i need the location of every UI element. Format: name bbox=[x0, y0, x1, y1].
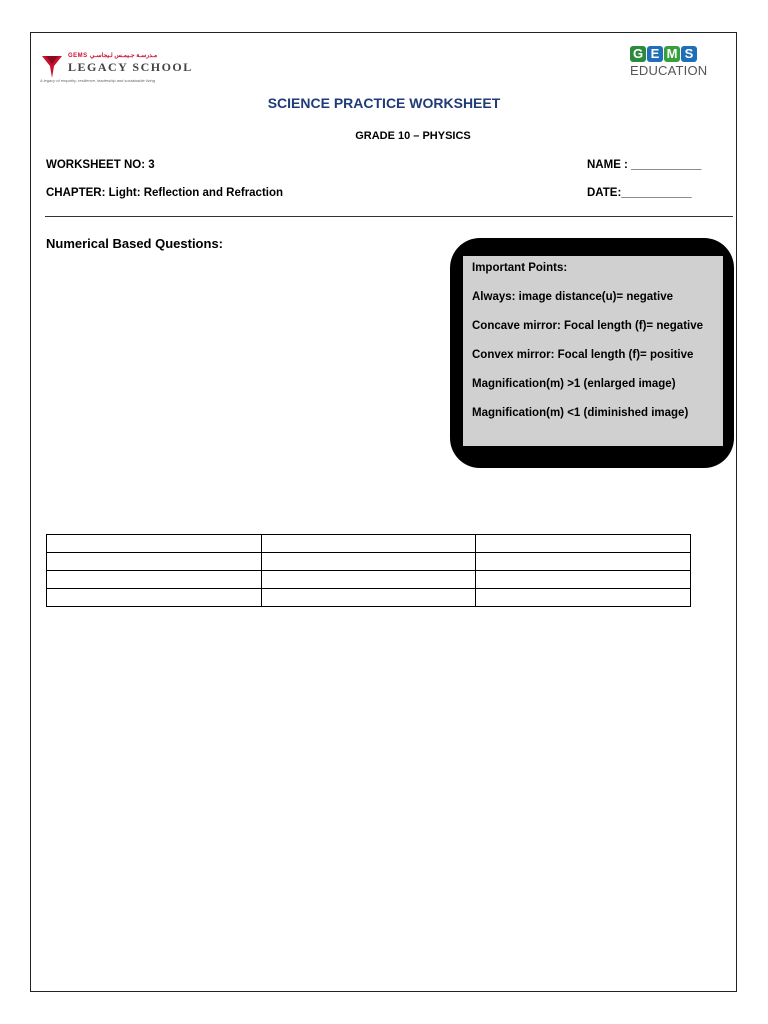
point-item: Always: image distance(u)= negative bbox=[472, 291, 673, 303]
section-heading: Numerical Based Questions: bbox=[46, 236, 223, 251]
table-cell bbox=[47, 553, 262, 571]
table-row bbox=[47, 589, 691, 607]
gems-letter-tile: S bbox=[681, 46, 697, 62]
worksheet-page-border bbox=[30, 32, 737, 992]
table-cell bbox=[261, 553, 476, 571]
gems-education-label: EDUCATION bbox=[630, 63, 708, 78]
table-cell bbox=[261, 571, 476, 589]
table-cell bbox=[47, 571, 262, 589]
gems-letter-tile: E bbox=[647, 46, 663, 62]
legacy-school-emblem-icon bbox=[40, 52, 64, 78]
answer-table bbox=[46, 534, 691, 607]
legacy-school-arabic-name: GEMS مـدرسـة جـيمـس لـيجاسـي bbox=[68, 53, 158, 59]
table-cell bbox=[476, 553, 691, 571]
table-cell bbox=[261, 535, 476, 553]
gems-letter-tile: M bbox=[664, 46, 680, 62]
table-row bbox=[47, 571, 691, 589]
point-item: Convex mirror: Focal length (f)= positive bbox=[472, 349, 694, 361]
table-cell bbox=[476, 571, 691, 589]
header-divider bbox=[45, 216, 733, 217]
date-field: DATE:___________ bbox=[587, 187, 692, 199]
name-field: NAME : ___________ bbox=[587, 159, 702, 171]
point-item: Concave mirror: Focal length (f)= negative bbox=[472, 320, 704, 332]
gems-letter-mark bbox=[630, 46, 702, 62]
table-row bbox=[47, 553, 691, 571]
important-points-heading: Important Points: bbox=[472, 262, 568, 274]
point-item: Magnification(m) >1 (enlarged image) bbox=[472, 378, 676, 390]
chapter-label: CHAPTER: Light: Reflection and Refraction bbox=[46, 187, 284, 199]
point-item: Magnification(m) <1 (diminished image) bbox=[472, 407, 689, 419]
table-cell bbox=[476, 589, 691, 607]
worksheet-number: WORKSHEET NO: 3 bbox=[46, 159, 155, 171]
legacy-school-tagline: A legacy of empathy, resilience, leadership and sustainable living bbox=[40, 78, 155, 83]
gems-letter-tile: G bbox=[630, 46, 646, 62]
table-row bbox=[47, 535, 691, 553]
important-points-panel bbox=[463, 256, 723, 446]
important-points-box bbox=[450, 238, 734, 468]
grade-subtitle: GRADE 10 – PHYSICS bbox=[355, 130, 471, 142]
table-cell bbox=[261, 589, 476, 607]
worksheet-title: SCIENCE PRACTICE WORKSHEET bbox=[267, 95, 501, 111]
table-cell bbox=[47, 535, 262, 553]
legacy-school-name: LEGACY SCHOOL bbox=[68, 60, 193, 74]
table-cell bbox=[476, 535, 691, 553]
table-cell bbox=[47, 589, 262, 607]
legacy-school-logo bbox=[40, 50, 240, 86]
gems-education-logo bbox=[630, 46, 708, 86]
